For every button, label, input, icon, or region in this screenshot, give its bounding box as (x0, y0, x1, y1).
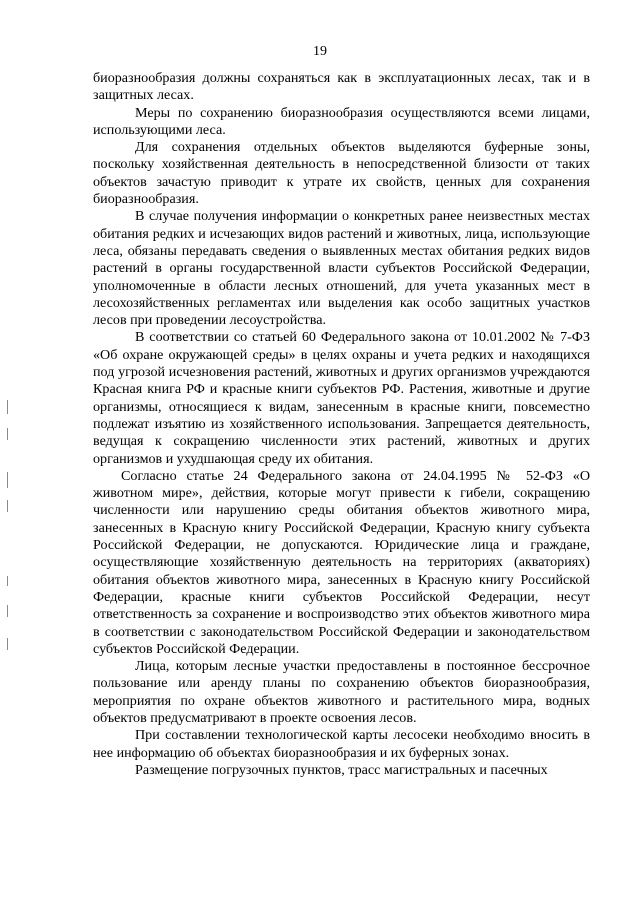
document-body (93, 70, 590, 779)
margin-marks (7, 400, 9, 670)
paragraph: В случае получения информации о конкретных ранее неизвестных местах обитания редких и исчезающих видов растений и животных, лица, использующие леса, обязаны передавать сведения о выявленных местах обитания редких видов растений в органы государственной власти субъектов Российской Федерации, уполномоченные в области лесных отношений, для учета указанных мест в лесохозяйственных регламентах или выделения как особо защитных участков лесов при проведении лесоустройства. (93, 208, 590, 329)
paragraph: Для сохранения отдельных объектов выделяются буферные зоны, поскольку хозяйственная деятельность в непосредственной близости от таких объектов зачастую приводит к утрате их свойств, ценных для сохранения биоразнообразия. (93, 139, 590, 208)
paragraph: Меры по сохранению биоразнообразия осуществляются всеми лицами, использующими леса. (93, 104, 590, 138)
paragraph: При составлении технологической карты лесосеки необходимо вносить в нее информацию об объектах биоразнообразия и их буферных зонах. (93, 727, 590, 761)
paragraph: биоразнообразия должны сохраняться как в эксплуатационных лесах, так и в защитных лесах. (93, 70, 590, 104)
paragraph: Размещение погрузочных пунктов, трасс магистральных и пасечных (135, 761, 548, 778)
paragraph: Согласно статье 24 Федерального закона от 24.04.1995 № 52-ФЗ «О животном мире», действия, которые могут привести к гибели, сокращению численности или нарушению среды обитания объектов животного мира, занесенных в Красную книгу Российской Федерации, Красную книгу субъекта Российской Федерации, не допускаются. Юридические лица и граждане, осуществляющие хозяйственную деятельность на территориях (акваториях) обитания объектов животного мира, занесенных в Красную книгу Российской Федерации, красные книги субъектов Российской Федерации, несут ответственность за сохранение и воспроизводство этих объектов животного мира в соответствии с законодательством Российской Федерации и законодательством субъектов Российской Федерации. (93, 467, 590, 657)
page-number: 19 (313, 44, 327, 59)
paragraph: Лица, которым лесные участки предоставлены в постоянное бессрочное пользование или аренду планы по сохранению объектов биоразнообразия, мероприятия по охране объектов животного и растительного мира, водных объектов предусматривают в проекте освоения лесов. (93, 658, 590, 726)
paragraph: В соответствии со статьей 60 Федерального закона от 10.01.2002 № 7-ФЗ «Об охране окружающей среды» в целях охраны и учета редких и находящихся под угрозой исчезновения растений, животных и других организмов учреждаются Красная книга РФ и красные книги субъектов РФ. Растения, животные и другие организмы, относящиеся к видам, занесенным в красные книги, повсеместно подлежат изъятию из хозяйственного использования. Запрещается деятельность, ведущая к сокращению численности этих растений, животных и других организмов и ухудшающая среду их обитания. (93, 329, 590, 467)
